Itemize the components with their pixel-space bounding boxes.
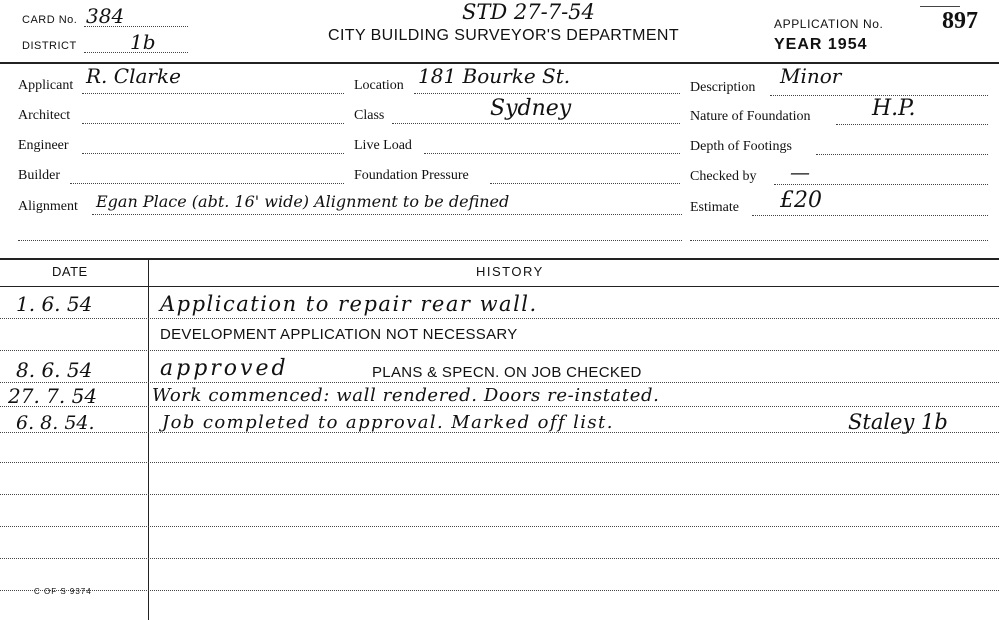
history-line [0, 590, 999, 591]
applicant-line [82, 93, 344, 94]
department-title: CITY BUILDING SURVEYOR'S DEPARTMENT [328, 27, 680, 44]
district-line [84, 52, 188, 53]
history-date: 27. 7. 54 [8, 384, 98, 408]
nature-line [836, 124, 988, 125]
checked-value: — [790, 160, 810, 184]
location-value: 181 Bourke St. [418, 64, 571, 88]
estimate-label: Estimate [690, 200, 739, 215]
application-no-label: APPLICATION No. [774, 17, 884, 31]
engineer-line [82, 153, 344, 154]
history-line [0, 406, 999, 407]
history-line [0, 526, 999, 527]
history-stamp-text: DEVELOPMENT APPLICATION NOT NECESSARY [160, 326, 518, 343]
class-value: Sydney [490, 96, 572, 121]
nature-value: H.P. [872, 96, 916, 121]
history-date: 8. 6. 54 [16, 358, 93, 382]
checked-line [774, 184, 988, 185]
applicant-label: Applicant [18, 78, 74, 93]
nature-label: Nature of Foundation [690, 109, 811, 124]
history-line [0, 558, 999, 559]
history-date: 1. 6. 54 [16, 292, 93, 316]
history-top-rule [0, 258, 999, 260]
estimate-value: £20 [780, 188, 822, 213]
history-text: approved [160, 356, 289, 381]
year-label: YEAR 1954 [774, 36, 868, 53]
history-text: Work commenced: wall rendered. Doors re-instated. [152, 385, 660, 406]
depth-label: Depth of Footings [690, 139, 792, 154]
history-line [0, 382, 999, 383]
history-date: 6. 8. 54. [16, 412, 95, 434]
card-no-label: CARD No. [22, 14, 78, 26]
history-text: Job completed to approval. Marked off list. [162, 412, 614, 433]
pressure-line [490, 183, 680, 184]
alignment-label: Alignment [18, 199, 78, 214]
depth-line [816, 154, 988, 155]
history-header-rule [0, 286, 999, 287]
alignment-line [92, 214, 682, 215]
form-code: C OF S 9374 [34, 587, 92, 596]
application-no-value: 897 [942, 8, 978, 34]
live-load-line [424, 153, 680, 154]
alignment-value: Egan Place (abt. 16' wide) Alignment to be defined [96, 192, 510, 211]
history-line [0, 494, 999, 495]
district-label: DISTRICT [22, 40, 77, 52]
location-label: Location [354, 78, 404, 93]
builder-line [70, 183, 344, 184]
checked-label: Checked by [690, 169, 757, 184]
builder-label: Builder [18, 168, 60, 183]
card-no-value: 384 [86, 4, 125, 28]
history-line [0, 462, 999, 463]
description-label: Description [690, 80, 756, 95]
pressure-label: Foundation Pressure [354, 168, 469, 183]
class-line [392, 123, 680, 124]
history-line [0, 318, 999, 319]
extra-line-1 [18, 240, 682, 241]
location-line [414, 93, 680, 94]
signature: Staley 1b [848, 410, 948, 434]
architect-line [82, 123, 344, 124]
card-no-line [84, 26, 188, 27]
history-line [0, 350, 999, 351]
engineer-label: Engineer [18, 138, 69, 153]
live-load-label: Live Load [354, 138, 412, 153]
date-column-divider [148, 258, 149, 620]
history-header: HISTORY [476, 264, 544, 279]
top-note: STD 27-7-54 [462, 0, 595, 24]
description-value: Minor [780, 64, 842, 88]
history-stamp: PLANS & SPECN. ON JOB CHECKED [372, 364, 642, 381]
extra-line-2 [690, 240, 988, 241]
architect-label: Architect [18, 108, 71, 123]
class-label: Class [354, 108, 385, 123]
applicant-value: R. Clarke [86, 64, 181, 88]
district-value: 1b [130, 30, 156, 54]
date-header: DATE [52, 264, 88, 279]
estimate-line [752, 215, 988, 216]
application-no-mark [920, 6, 960, 7]
history-text: Application to repair rear wall. [160, 292, 538, 316]
